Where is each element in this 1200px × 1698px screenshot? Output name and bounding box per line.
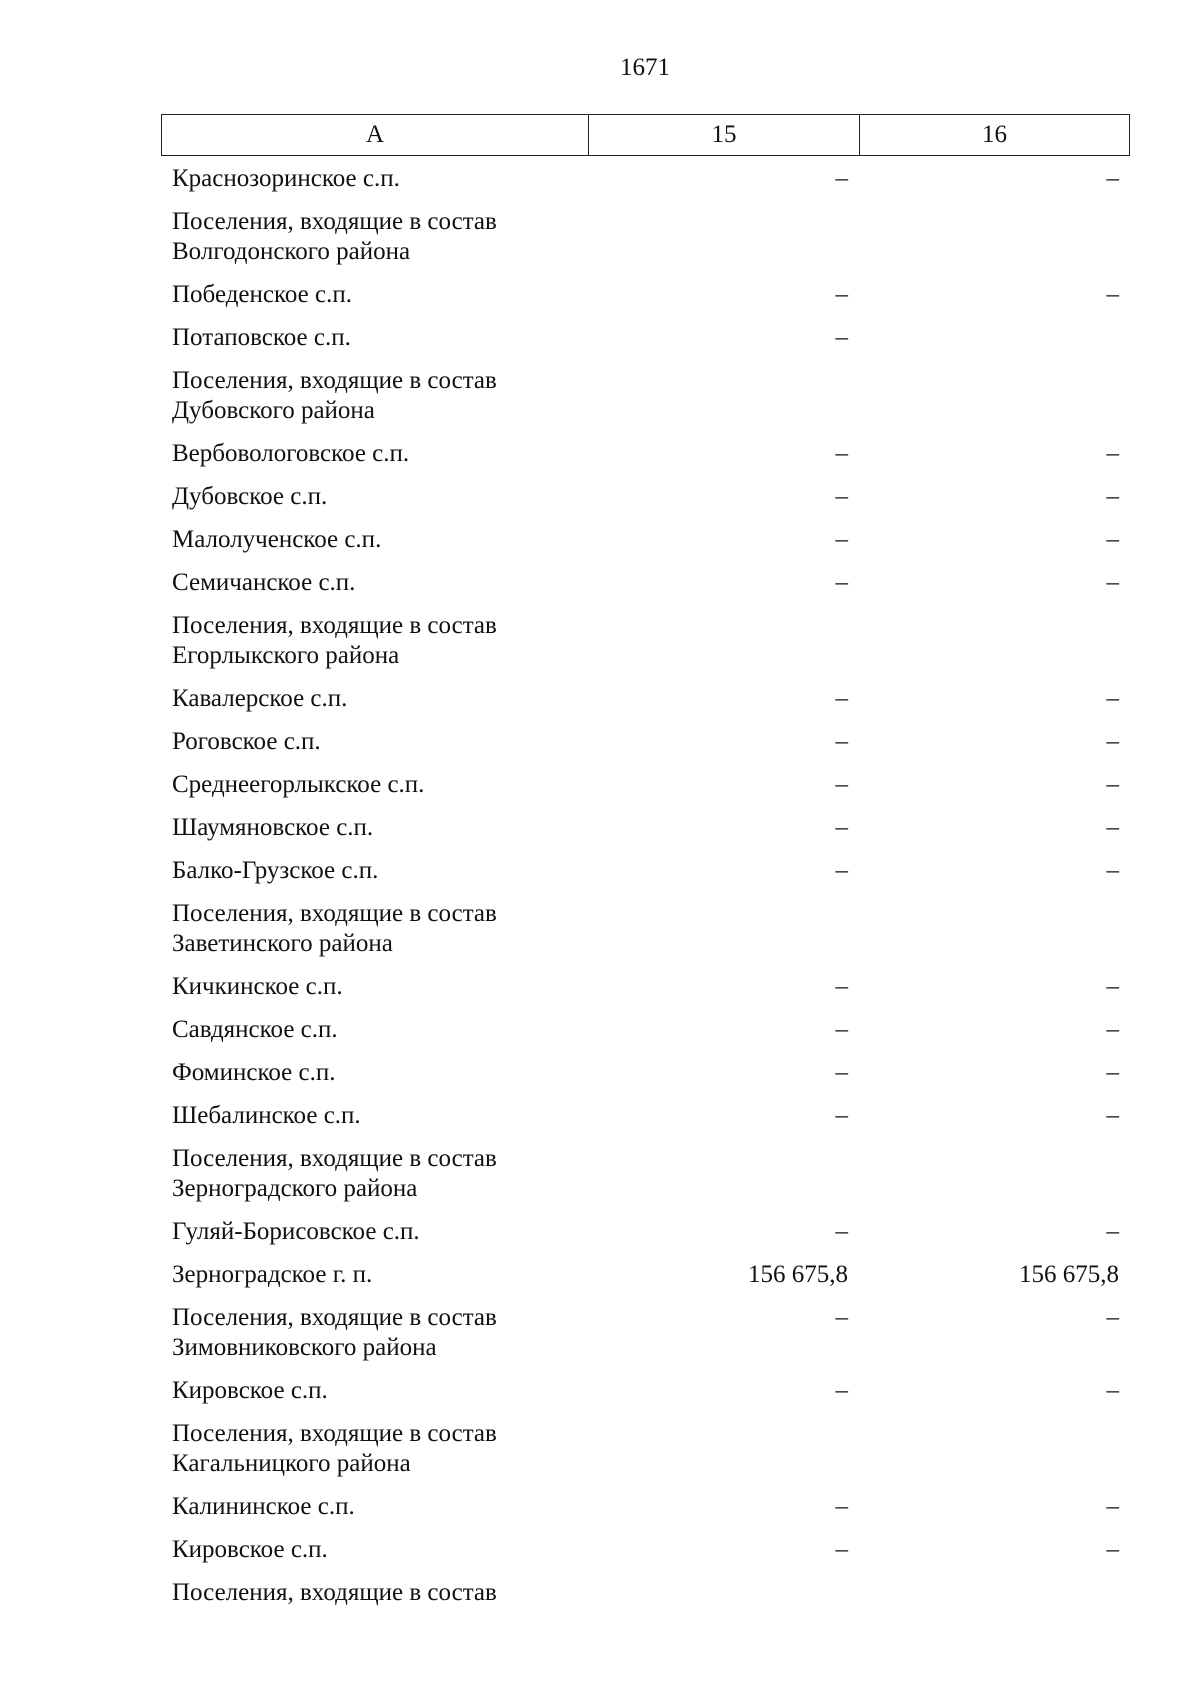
- row-name: Шаумяновское с.п.: [172, 814, 374, 841]
- row-name: Гуляй-Борисовское с.п.: [172, 1218, 420, 1245]
- table-row: [161, 202, 1130, 275]
- row-value-16: –: [1106, 857, 1119, 884]
- row-name: Кировское с.п.: [172, 1377, 328, 1404]
- row-name: Малолученское с.п.: [172, 526, 382, 553]
- table-row: [161, 159, 1130, 202]
- row-name: Поселения, входящие в состав Волгодонского района: [172, 208, 497, 265]
- row-value-16: –: [1106, 1377, 1119, 1404]
- row-value-16: –: [1106, 281, 1119, 308]
- row-value-15: –: [835, 728, 848, 755]
- row-name: Поселения, входящие в состав Заветинского района: [172, 900, 497, 957]
- row-value-16: –: [1106, 1536, 1119, 1563]
- row-name: Поселения, входящие в состав Кагальницкого района: [172, 1420, 497, 1477]
- row-value-15: –: [835, 1536, 848, 1563]
- row-value-15: –: [835, 973, 848, 1000]
- table-row: [161, 1139, 1130, 1212]
- row-value-16: –: [1106, 483, 1119, 510]
- row-name: Поселения, входящие в состав Зимовниковского района: [172, 1304, 497, 1361]
- row-value-16: –: [1106, 1304, 1119, 1331]
- row-value-16: –: [1106, 526, 1119, 553]
- table-row: [161, 1487, 1130, 1530]
- table-row: [161, 894, 1130, 967]
- row-name: Калининское с.п.: [172, 1493, 355, 1520]
- row-value-15: –: [835, 1377, 848, 1404]
- row-value-16: –: [1106, 165, 1119, 192]
- row-value-16: –: [1106, 1493, 1119, 1520]
- table-row: [161, 1414, 1130, 1487]
- table-row: [161, 1096, 1130, 1139]
- header-col-16: 16: [982, 121, 1007, 148]
- row-name: Среднеегорлыкское с.п.: [172, 771, 425, 798]
- table-row: [161, 967, 1130, 1010]
- row-value-15: –: [835, 1493, 848, 1520]
- row-value-16: –: [1106, 973, 1119, 1000]
- row-value-15: –: [835, 569, 848, 596]
- row-name: Потаповское с.п.: [172, 324, 351, 351]
- table-row: [161, 851, 1130, 894]
- table-row: [161, 1298, 1130, 1371]
- row-value-15: –: [835, 1304, 848, 1331]
- row-value-16: –: [1106, 728, 1119, 755]
- row-value-15: –: [835, 526, 848, 553]
- table-row: [161, 1053, 1130, 1096]
- table-row: [161, 1573, 1130, 1616]
- row-value-15: –: [835, 1016, 848, 1043]
- row-name: Поселения, входящие в состав Дубовского района: [172, 367, 497, 424]
- row-value-16: –: [1106, 440, 1119, 467]
- table-row: [161, 679, 1130, 722]
- row-value-16: –: [1106, 814, 1119, 841]
- table-row: [161, 361, 1130, 434]
- row-name: Семичанское с.п.: [172, 569, 356, 596]
- row-name: Вербовологовское с.п.: [172, 440, 410, 467]
- row-value-15: –: [835, 165, 848, 192]
- row-value-16: –: [1106, 1218, 1119, 1245]
- row-value-15: –: [835, 1059, 848, 1086]
- table-row: [161, 722, 1130, 765]
- row-name: Роговское с.п.: [172, 728, 321, 755]
- row-value-16: –: [1106, 1059, 1119, 1086]
- row-name: Кичкинское с.п.: [172, 973, 343, 1000]
- row-value-16: –: [1106, 685, 1119, 712]
- row-value-16: –: [1106, 569, 1119, 596]
- table-row: [161, 477, 1130, 520]
- table-row: [161, 808, 1130, 851]
- row-value-15: –: [835, 483, 848, 510]
- table-row: [161, 1255, 1130, 1298]
- row-value-15: –: [835, 771, 848, 798]
- row-value-16: –: [1106, 1016, 1119, 1043]
- table-row: [161, 563, 1130, 606]
- row-value-15: –: [835, 1218, 848, 1245]
- row-value-16: –: [1106, 771, 1119, 798]
- page-number: 1671: [620, 54, 670, 81]
- table-row: [161, 1371, 1130, 1414]
- header-col-a: А: [162, 115, 589, 155]
- row-value-15: –: [835, 281, 848, 308]
- table-row: [161, 1530, 1130, 1573]
- table-row: [161, 520, 1130, 563]
- row-value-15: –: [835, 440, 848, 467]
- row-value-15: –: [835, 814, 848, 841]
- row-name: Шебалинское с.п.: [172, 1102, 361, 1129]
- row-name: Победенское с.п.: [172, 281, 353, 308]
- row-name: Балко-Грузское с.п.: [172, 857, 379, 884]
- row-name: Краснозоринское с.п.: [172, 165, 400, 192]
- table-row: [161, 606, 1130, 679]
- table-row: [161, 318, 1130, 361]
- header-col-15: 15: [589, 115, 860, 155]
- row-value-15: –: [835, 1102, 848, 1129]
- row-value-15: –: [835, 857, 848, 884]
- table-body: [161, 159, 1130, 1616]
- table-row: [161, 1010, 1130, 1053]
- row-value-16: –: [1106, 1102, 1119, 1129]
- row-value-15: –: [835, 324, 848, 351]
- row-name: Кавалерское с.п.: [172, 685, 348, 712]
- row-name: Поселения, входящие в состав: [172, 1579, 497, 1606]
- table-row: [161, 434, 1130, 477]
- row-name: Поселения, входящие в состав Егорлыкского района: [172, 612, 497, 669]
- table-row: [161, 765, 1130, 808]
- row-value-15: –: [835, 685, 848, 712]
- row-name: Зерноградское г. п.: [172, 1261, 373, 1288]
- row-name: Кировское с.п.: [172, 1536, 328, 1563]
- row-name: Савдянское с.п.: [172, 1016, 338, 1043]
- row-value-15: 156 675,8: [748, 1261, 848, 1288]
- row-name: Поселения, входящие в состав Зерноградского района: [172, 1145, 497, 1202]
- table-row: [161, 1212, 1130, 1255]
- row-name: Дубовское с.п.: [172, 483, 328, 510]
- row-name: Фоминское с.п.: [172, 1059, 336, 1086]
- row-value-16: 156 675,8: [1019, 1261, 1119, 1288]
- table-row: [161, 275, 1130, 318]
- table-header: [161, 114, 1130, 156]
